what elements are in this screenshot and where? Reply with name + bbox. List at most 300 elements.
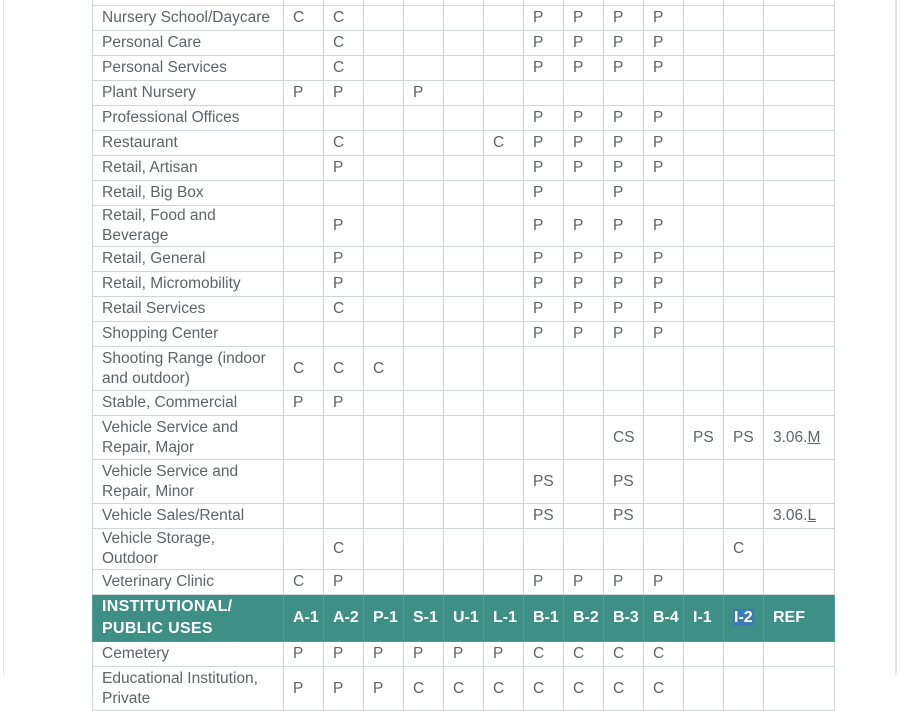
cell-u-1 [444,81,484,106]
header-u-1: U-1 [444,595,484,642]
cell-b-3 [604,529,644,570]
cell-b-2 [564,391,604,416]
cell-i-1 [684,642,724,667]
cell-l-1 [484,272,524,297]
cell-p-1 [364,106,404,131]
cell-p-1 [364,81,404,106]
use-name-cell: Educational Institution, Private [93,667,284,711]
cell-b-2: P [564,56,604,81]
institutional-uses-body [93,642,835,711]
cell-b-1: P [524,56,564,81]
cell-s-1 [404,391,444,416]
cell-a-1 [284,416,324,460]
cell-b-3: P [604,156,644,181]
cell-i-1 [684,504,724,529]
cell-l-1 [484,297,524,322]
cell-b-1: P [524,131,564,156]
cell-a-2: C [324,31,364,56]
cell-b-2 [564,529,604,570]
cell-b-4: P [644,272,684,297]
cell-i-2 [724,347,764,391]
cell-b-4: P [644,31,684,56]
use-name-cell: Plant Nursery [93,81,284,106]
cell-b-4: P [644,56,684,81]
cell-l-1 [484,106,524,131]
cell-a-2: P [324,391,364,416]
cell-p-1 [364,504,404,529]
table-row [93,642,835,667]
cell-b-4: C [644,642,684,667]
cell-i-1 [684,272,724,297]
cell-b-1 [524,416,564,460]
header-b-3: B-3 [604,595,644,642]
cell-b-4: P [644,6,684,31]
cell-b-3: PS [604,460,644,504]
cell-b-4 [644,347,684,391]
cell-b-1: P [524,322,564,347]
use-name-cell: Stable, Commercial [93,391,284,416]
cell-b-1: P [524,206,564,247]
cell-i-1 [684,31,724,56]
cell-p-1: C [364,347,404,391]
cell-p-1 [364,460,404,504]
cell-i-1 [684,6,724,31]
cell-b-1 [524,529,564,570]
cell-i-1 [684,460,724,504]
cell-b-2 [564,181,604,206]
cell-a-1 [284,460,324,504]
cell-b-4: P [644,206,684,247]
table-row [93,206,835,247]
cell-u-1 [444,181,484,206]
cell-l-1 [484,56,524,81]
cell-b-4 [644,81,684,106]
cell-s-1 [404,297,444,322]
cell-ref [764,31,835,56]
cell-a-2: P [324,667,364,711]
table-row [93,56,835,81]
header-ref: REF [764,595,835,642]
cell-u-1 [444,416,484,460]
cell-ref [764,131,835,156]
cell-a-1 [284,181,324,206]
cell-a-2 [324,106,364,131]
cell-a-1: P [284,642,324,667]
cell-b-3: P [604,297,644,322]
cell-s-1 [404,570,444,595]
use-name-cell: Personal Services [93,56,284,81]
use-name-cell: Shooting Range (indoor and outdoor) [93,347,284,391]
cell-a-2 [324,181,364,206]
cell-b-2 [564,81,604,106]
cell-l-1 [484,570,524,595]
cell-i-1 [684,106,724,131]
cell-b-1: P [524,297,564,322]
use-name-cell: Vehicle Sales/Rental [93,504,284,529]
cell-a-1 [284,106,324,131]
cell-b-3 [604,81,644,106]
use-name-cell: Restaurant [93,131,284,156]
cell-b-4: P [644,156,684,181]
cell-i-2 [724,667,764,711]
cell-p-1 [364,297,404,322]
cell-i-2 [724,297,764,322]
table-row [93,504,835,529]
cell-u-1 [444,131,484,156]
cell-a-1 [284,206,324,247]
cell-s-1 [404,156,444,181]
cell-b-2: P [564,272,604,297]
cell-a-1: P [284,391,324,416]
cell-b-1: P [524,570,564,595]
cell-b-2: P [564,106,604,131]
cell-b-4: P [644,570,684,595]
cell-b-1: C [524,667,564,711]
cell-a-2: C [324,131,364,156]
use-name-cell: Professional Offices [93,106,284,131]
cell-s-1 [404,416,444,460]
use-name-cell: Nursery School/Daycare [93,6,284,31]
cell-i-1 [684,391,724,416]
cell-i-2 [724,181,764,206]
cell-p-1 [364,31,404,56]
page-frame-left [3,0,4,675]
cell-b-3: CS [604,416,644,460]
cell-s-1 [404,181,444,206]
table-row [93,667,835,711]
cell-l-1 [484,247,524,272]
cell-l-1: P [484,642,524,667]
cell-u-1 [444,106,484,131]
cell-a-1 [284,31,324,56]
table-row [93,81,835,106]
cell-a-1 [284,322,324,347]
cell-ref [764,272,835,297]
cell-b-2 [564,460,604,504]
cell-i-2 [724,570,764,595]
cell-a-1 [284,297,324,322]
cell-a-1: P [284,81,324,106]
cell-l-1 [484,347,524,391]
cell-b-3: PS [604,504,644,529]
cell-b-4 [644,181,684,206]
cell-a-1: C [284,347,324,391]
cell-a-1 [284,131,324,156]
cell-b-1: P [524,156,564,181]
cell-a-2: P [324,247,364,272]
cell-i-1 [684,529,724,570]
table-row [93,181,835,206]
cell-b-3: P [604,131,644,156]
cell-a-2: P [324,156,364,181]
cell-b-3: P [604,206,644,247]
cell-p-1 [364,6,404,31]
use-name-cell: Shopping Center [93,322,284,347]
cell-b-3: P [604,106,644,131]
cell-a-1 [284,247,324,272]
header-i-2-selected-text[interactable]: I-2 [734,609,753,626]
cell-b-2: P [564,570,604,595]
cell-i-1 [684,322,724,347]
cell-i-1 [684,347,724,391]
cell-u-1 [444,247,484,272]
cell-a-2: P [324,81,364,106]
cell-b-2: P [564,31,604,56]
cell-b-4 [644,460,684,504]
table-row [93,131,835,156]
cell-u-1 [444,529,484,570]
cell-b-2 [564,347,604,391]
cell-b-2 [564,416,604,460]
cell-b-1 [524,391,564,416]
cell-i-2 [724,247,764,272]
cell-s-1 [404,272,444,297]
cell-i-2: C [724,529,764,570]
use-name-cell: Vehicle Storage, Outdoor [93,529,284,570]
cell-b-1: P [524,272,564,297]
cell-ref [764,460,835,504]
cell-p-1 [364,322,404,347]
cell-s-1 [404,247,444,272]
cell-a-1 [284,156,324,181]
cell-l-1: C [484,667,524,711]
cell-p-1 [364,156,404,181]
cell-b-3 [604,391,644,416]
cell-l-1 [484,81,524,106]
cell-i-2 [724,106,764,131]
cell-b-1: PS [524,460,564,504]
cell-p-1 [364,529,404,570]
commercial-uses-body [93,0,835,595]
cell-b-4 [644,504,684,529]
cell-a-1: C [284,570,324,595]
cell-s-1 [404,56,444,81]
cell-b-3 [604,347,644,391]
cell-a-1 [284,56,324,81]
cell-b-4 [644,416,684,460]
cell-i-2 [724,31,764,56]
cell-s-1: P [404,81,444,106]
cell-b-1: PS [524,504,564,529]
cell-s-1: P [404,642,444,667]
cell-ref [764,206,835,247]
cell-a-2 [324,322,364,347]
cell-l-1 [484,6,524,31]
cell-i-2 [724,322,764,347]
cell-b-3: P [604,322,644,347]
cell-a-2: C [324,56,364,81]
cell-l-1: C [484,131,524,156]
cell-b-3: P [604,570,644,595]
use-name-cell: Retail Services [93,297,284,322]
cell-b-4: P [644,322,684,347]
cell-ref [764,106,835,131]
cell-ref: 3.06.M [764,416,835,460]
header-b-1: B-1 [524,595,564,642]
cell-i-2 [724,81,764,106]
cell-i-1: PS [684,416,724,460]
cell-b-4 [644,391,684,416]
cell-i-2 [724,460,764,504]
cell-ref: 3.06.L [764,504,835,529]
cell-a-2 [324,504,364,529]
use-name-cell: Retail, Big Box [93,181,284,206]
cell-p-1 [364,181,404,206]
cell-p-1: P [364,642,404,667]
cell-p-1 [364,56,404,81]
header-b-2: B-2 [564,595,604,642]
header-p-1: P-1 [364,595,404,642]
use-name-cell: Vehicle Service and Repair, Major [93,416,284,460]
cell-u-1 [444,570,484,595]
cell-a-2: P [324,272,364,297]
cell-i-2 [724,504,764,529]
table-row [93,156,835,181]
cell-s-1 [404,206,444,247]
cell-u-1: C [444,667,484,711]
cell-s-1 [404,347,444,391]
cell-b-1: P [524,6,564,31]
cell-b-3: P [604,181,644,206]
cell-s-1 [404,31,444,56]
cell-u-1 [444,272,484,297]
cell-u-1 [444,56,484,81]
cell-b-2: P [564,156,604,181]
cell-l-1 [484,322,524,347]
table-row [93,106,835,131]
cell-i-2 [724,272,764,297]
cell-b-2: P [564,6,604,31]
cell-i-1 [684,206,724,247]
cell-p-1 [364,416,404,460]
institutional-section-header [93,595,835,642]
cell-p-1 [364,206,404,247]
cell-i-2 [724,642,764,667]
section-title: INSTITUTIONAL/ PUBLIC USES [93,595,284,642]
cell-i-1 [684,247,724,272]
cell-ref [764,642,835,667]
cell-b-4: C [644,667,684,711]
table-row [93,31,835,56]
land-use-table [92,0,835,711]
cell-l-1 [484,460,524,504]
table-row [93,247,835,272]
cell-ref [764,81,835,106]
cell-a-2 [324,416,364,460]
header-b-4: B-4 [644,595,684,642]
cell-i-1 [684,156,724,181]
cell-b-3: P [604,6,644,31]
cell-i-1 [684,570,724,595]
cell-ref [764,156,835,181]
cell-u-1 [444,206,484,247]
cell-a-2: P [324,642,364,667]
cell-b-1: P [524,31,564,56]
cell-u-1 [444,504,484,529]
cell-i-1 [684,131,724,156]
ref-link[interactable]: M [807,428,821,446]
cell-b-3: C [604,667,644,711]
cell-a-1 [284,272,324,297]
cell-i-1 [684,297,724,322]
header-a-2: A-2 [324,595,364,642]
table-row [93,529,835,570]
cell-s-1 [404,322,444,347]
cell-l-1 [484,504,524,529]
cell-s-1 [404,131,444,156]
cell-p-1 [364,391,404,416]
table-row [93,570,835,595]
use-name-cell: Personal Care [93,31,284,56]
cell-i-2: PS [724,416,764,460]
cell-u-1 [444,347,484,391]
table-row [93,391,835,416]
cell-a-2 [324,460,364,504]
cell-a-2: C [324,347,364,391]
cell-i-2 [724,6,764,31]
cell-ref [764,56,835,81]
cell-ref [764,667,835,711]
cell-b-2: P [564,297,604,322]
cell-l-1 [484,156,524,181]
cell-b-2: C [564,642,604,667]
use-name-cell: Cemetery [93,642,284,667]
cell-b-2: P [564,322,604,347]
cell-a-1 [284,504,324,529]
cell-b-3: P [604,272,644,297]
cell-b-4: P [644,297,684,322]
cell-u-1 [444,391,484,416]
cell-b-4: P [644,106,684,131]
header-i-2 [724,595,764,642]
cell-b-2: P [564,131,604,156]
cell-s-1 [404,6,444,31]
page-frame-right [895,0,897,675]
header-s-1: S-1 [404,595,444,642]
cell-l-1 [484,181,524,206]
cell-b-1: C [524,642,564,667]
header-l-1: L-1 [484,595,524,642]
cell-u-1 [444,322,484,347]
cell-s-1 [404,460,444,504]
cell-u-1 [444,6,484,31]
cell-b-2: C [564,667,604,711]
cell-i-1 [684,667,724,711]
cell-b-4 [644,529,684,570]
cell-b-4: P [644,247,684,272]
cell-a-2: C [324,529,364,570]
cell-u-1 [444,31,484,56]
cell-b-1: P [524,181,564,206]
cell-a-2: C [324,6,364,31]
cell-b-3: C [604,642,644,667]
header-i-1: I-1 [684,595,724,642]
cell-b-3: P [604,31,644,56]
cell-a-2: P [324,206,364,247]
cell-ref [764,347,835,391]
cell-s-1 [404,504,444,529]
cell-b-2: P [564,206,604,247]
cell-a-2: C [324,297,364,322]
ref-link[interactable]: L [807,507,817,524]
cell-b-1 [524,81,564,106]
cell-b-1: P [524,247,564,272]
cell-u-1 [444,297,484,322]
cell-a-2: P [324,570,364,595]
cell-b-1 [524,347,564,391]
use-name-cell: Retail, Food and Beverage [93,206,284,247]
cell-b-4: P [644,131,684,156]
